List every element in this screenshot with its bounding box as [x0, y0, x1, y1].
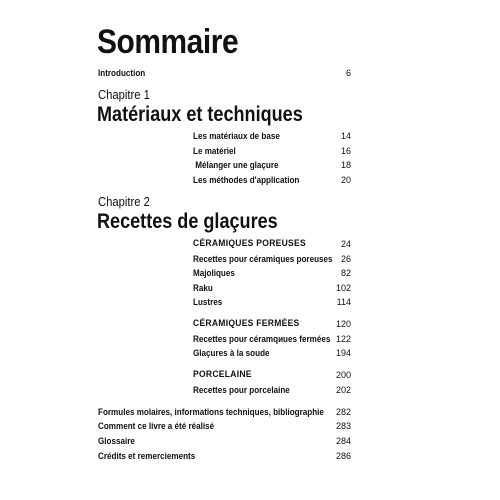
- toc-entry-page: 6: [345, 68, 351, 78]
- toc-entry-backmatter[interactable]: [98, 450, 351, 462]
- toc-entry[interactable]: [193, 347, 351, 359]
- toc-entry-label: Lustres: [193, 297, 223, 307]
- toc-section-heading[interactable]: [193, 369, 351, 381]
- toc-entry-page: 200: [335, 370, 351, 380]
- chapter-1-number: Chapitre 1: [98, 88, 150, 102]
- toc-entry-page: 20: [340, 175, 351, 185]
- toc-entry-introduction[interactable]: [98, 67, 351, 79]
- toc-entry[interactable]: [193, 282, 351, 294]
- toc-entry[interactable]: [193, 130, 351, 142]
- toc-entry-backmatter[interactable]: [98, 420, 351, 432]
- toc-entry-label: Mélanger une glaçure: [193, 160, 279, 170]
- toc-entry[interactable]: [193, 333, 351, 345]
- toc-entry-label: Les méthodes d'application: [193, 175, 300, 185]
- chapter-2-title: Recettes de glaçures: [97, 210, 278, 233]
- toc-entry-page: 283: [335, 421, 351, 431]
- toc-entry[interactable]: [193, 174, 351, 186]
- toc-entry-page: 24: [340, 239, 351, 249]
- toc-entry-label: Glaçures à la soude: [193, 348, 270, 358]
- toc-entry-page: 102: [335, 283, 351, 293]
- toc-entry[interactable]: [193, 159, 351, 171]
- toc-entry-page: 122: [335, 334, 351, 344]
- toc-entry[interactable]: [193, 267, 351, 279]
- toc-entry-label: Recettes pour céramqиues fermées: [193, 334, 331, 344]
- toc-entry[interactable]: [193, 145, 351, 157]
- toc-entry-label: Glossaire: [98, 436, 135, 446]
- toc-entry-page: 120: [335, 319, 351, 329]
- toc-entry-page: 82: [340, 268, 351, 278]
- toc-entry-page: 18: [340, 160, 351, 170]
- toc-entry-label: Raku: [193, 283, 213, 293]
- toc-entry-page: 14: [340, 131, 351, 141]
- toc-section-label: CÉRAMIQUES FERMÉES: [193, 318, 300, 329]
- toc-entry[interactable]: [193, 296, 351, 308]
- toc-entry-page: 194: [335, 348, 351, 358]
- toc-entry-page: 282: [335, 407, 351, 417]
- toc-entry-label: Les matériaux de base: [193, 131, 280, 141]
- toc-entry[interactable]: [193, 384, 351, 396]
- toc-entry-page: 202: [335, 385, 351, 395]
- toc-section-label: PORCELAINE: [193, 369, 252, 380]
- toc-entry-page: 286: [335, 451, 351, 461]
- toc-entry-label: Recettes pour porcelaine: [193, 385, 290, 395]
- chapter-2-number: Chapitre 2: [98, 195, 150, 209]
- toc-section-heading[interactable]: [193, 238, 351, 250]
- toc-entry-label: Introduction: [98, 68, 146, 78]
- toc-entry-page: 26: [340, 254, 351, 264]
- toc-entry-page: 114: [336, 297, 351, 307]
- toc-entry-label: Comment ce livre a été réalisé: [98, 421, 215, 431]
- toc-entry-label: Crédits et remerciements: [98, 451, 196, 461]
- page-title: Sommaire: [97, 23, 239, 61]
- toc-entry-page: 16: [340, 146, 351, 156]
- toc-entry-backmatter[interactable]: [98, 435, 351, 447]
- toc-entry-label: Formules molaires, informations techniques, bibliographie: [98, 407, 324, 417]
- chapter-1-title: Matériaux et techniques: [97, 103, 303, 126]
- toc-section-label: CÉRAMIQUES POREUSES: [193, 238, 306, 249]
- toc-entry-label: Le matériel: [193, 146, 236, 156]
- toc-section-heading[interactable]: [193, 318, 351, 330]
- toc-entry-label: Recettes pour céramiques poreuses: [193, 254, 333, 264]
- toc-entry-backmatter[interactable]: [98, 406, 351, 418]
- toc-entry[interactable]: [193, 253, 351, 265]
- toc-entry-page: 284: [335, 436, 351, 446]
- toc-entry-label: Majoliques: [193, 268, 235, 278]
